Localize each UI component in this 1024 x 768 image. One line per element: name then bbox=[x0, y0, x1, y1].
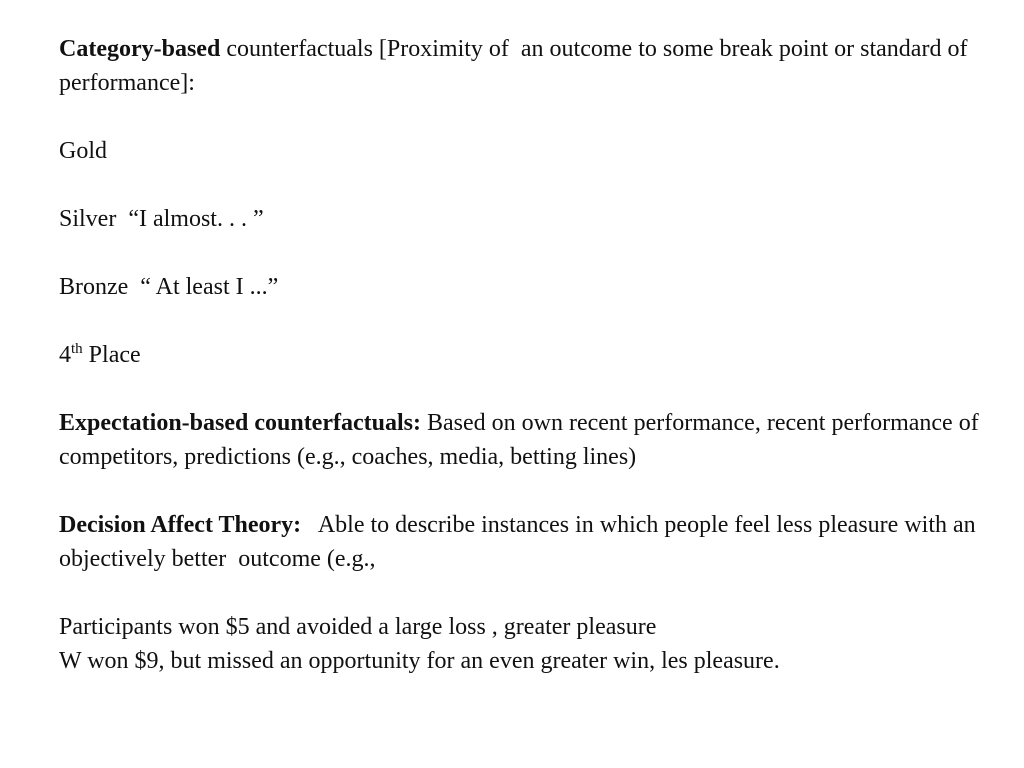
silver-line: Silver “I almost. . . ” bbox=[59, 206, 264, 232]
spacer bbox=[59, 304, 979, 338]
fourth-place-line bbox=[59, 338, 979, 372]
spacer bbox=[59, 100, 979, 134]
fourth-place-number: 4 bbox=[59, 342, 71, 368]
category-based-text: counterfactuals [Proximity of an outcome to some break point or standard of performance]: bbox=[59, 36, 980, 96]
spacer bbox=[59, 474, 979, 508]
expectation-based-heading: Expectation-based counterfactuals: bbox=[59, 410, 421, 436]
category-based-heading: Category-based bbox=[59, 36, 221, 62]
decision-affect-heading: Decision Affect Theory: bbox=[59, 512, 302, 538]
w-won-line: W won $9, but missed an opportunity for an even greater win, les pleasure. bbox=[59, 648, 780, 674]
decision-affect-text: Able to describe instances in which people feel less pleasure with an objectively better outcome (e.g., bbox=[59, 512, 982, 572]
spacer bbox=[59, 372, 979, 406]
fourth-place-text: Place bbox=[82, 342, 141, 368]
spacer bbox=[59, 236, 979, 270]
expectation-based-paragraph bbox=[59, 406, 991, 474]
fourth-place-superscript: th bbox=[71, 341, 83, 357]
slide-content bbox=[59, 32, 991, 678]
bronze-line: Bronze “ At least I ...” bbox=[59, 274, 279, 300]
category-based-paragraph bbox=[59, 32, 979, 100]
spacer bbox=[59, 168, 979, 202]
gold-line: Gold bbox=[59, 138, 107, 164]
participants-line: Participants won $5 and avoided a large loss , greater pleasure bbox=[59, 614, 657, 640]
spacer bbox=[59, 576, 979, 610]
expectation-based-text: Based on own recent performance, recent performance of competitors, predictions (e.g., coaches, media, betting lines) bbox=[59, 410, 991, 470]
decision-affect-paragraph bbox=[59, 508, 982, 576]
